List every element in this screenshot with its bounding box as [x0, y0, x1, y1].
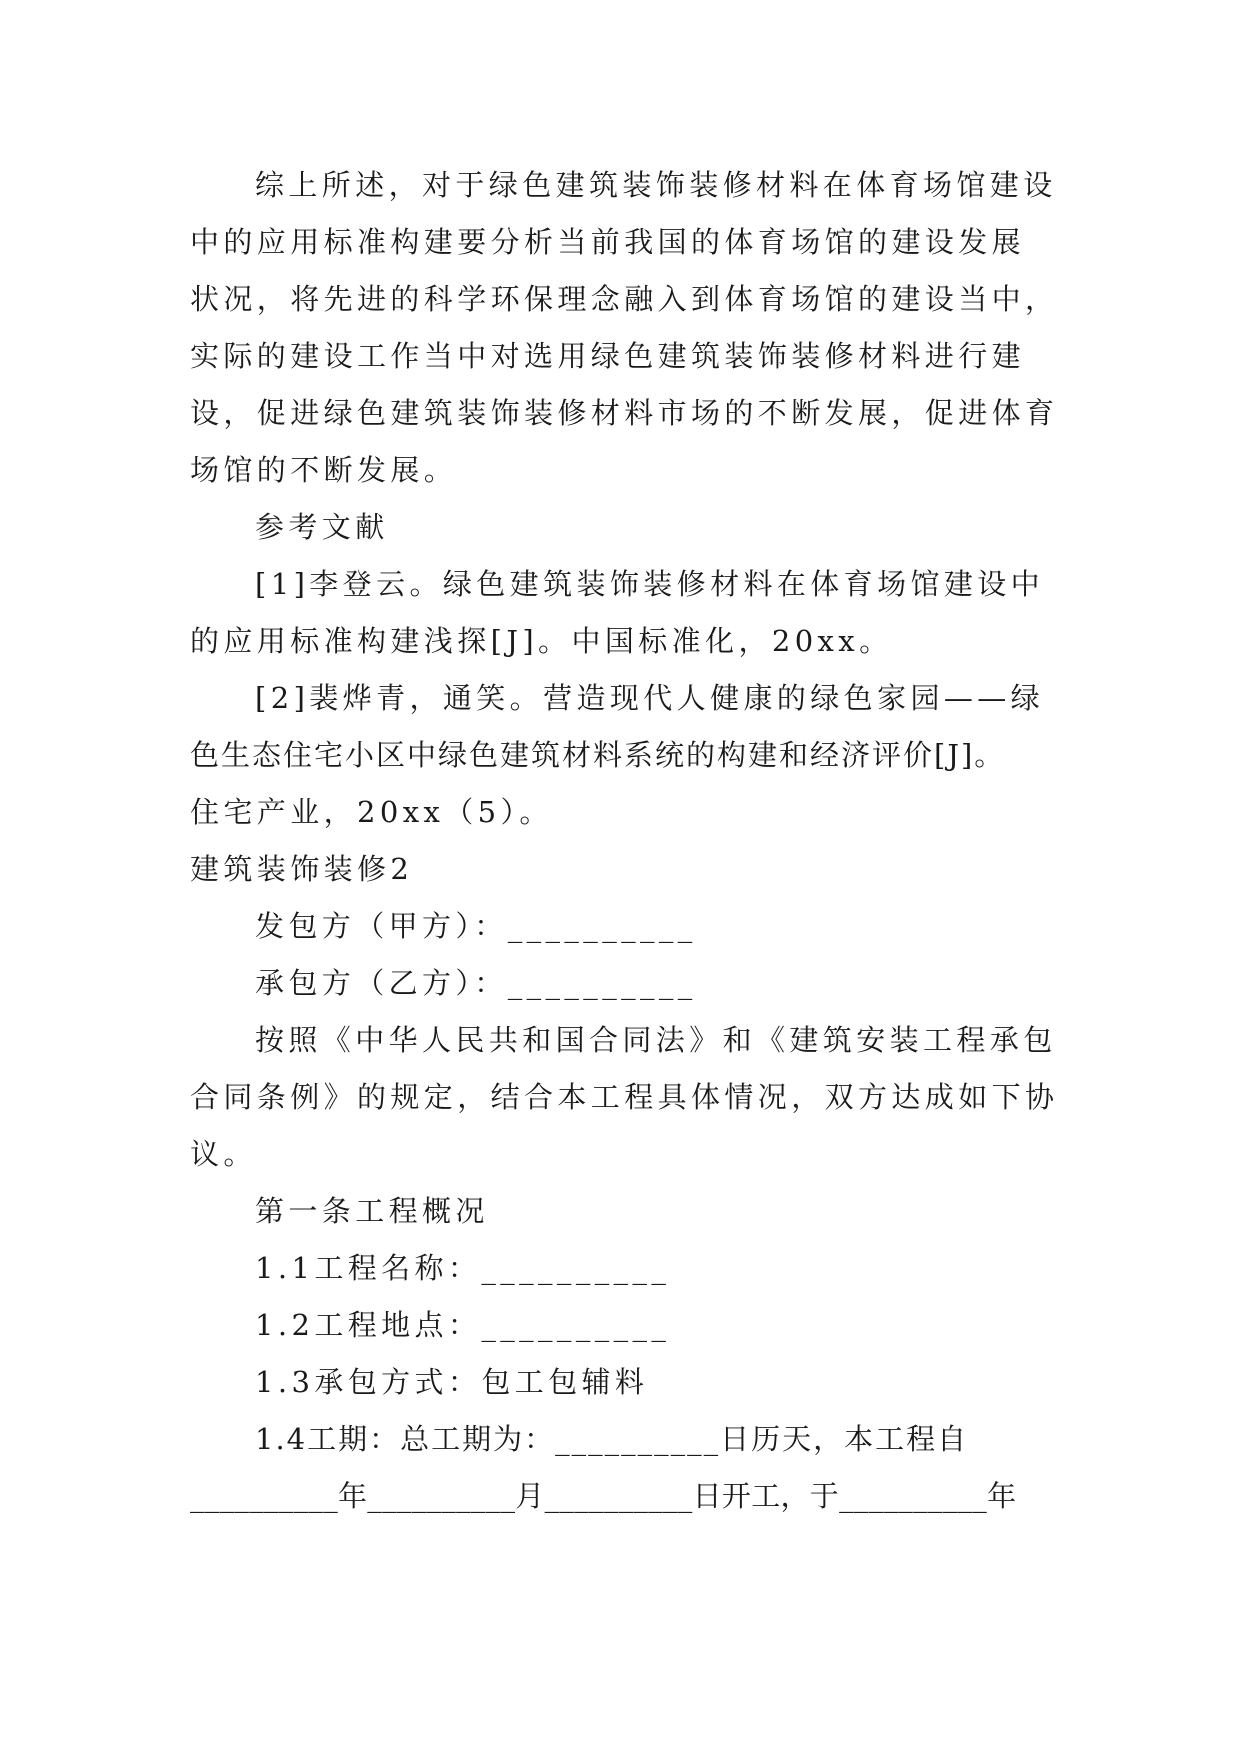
paragraph-line: 中的应用标准构建要分析当前我国的体育场馆的建设发展: [190, 225, 1026, 259]
clause-line: 1.4工期：总工期为：__________日历天，本工程自: [255, 1422, 969, 1456]
clause-line: __________年__________月__________日开工，于__________年: [190, 1479, 1017, 1513]
clause-line: 1.3承包方式：包工包辅料: [255, 1365, 649, 1399]
reference-line: 色生态住宅小区中绿色建筑材料系统的构建和经济评价[J]。: [190, 738, 1006, 772]
references-heading: 参考文献: [255, 510, 389, 544]
reference-line: 的应用标准构建浅探[J]。中国标准化，20xx。: [190, 624, 893, 658]
clause-line: 1.2工程地点：__________: [255, 1308, 671, 1342]
paragraph-line: 实际的建设工作当中对选用绿色建筑装饰装修材料进行建: [190, 339, 1026, 373]
paragraph-line: 场馆的不断发展。: [190, 453, 458, 487]
paragraph-line: 议。: [190, 1137, 257, 1171]
paragraph-line: 状况，将先进的科学环保理念融入到体育场馆的建设当中，: [190, 282, 1059, 316]
party-b-line: 承包方（乙方）：__________: [255, 966, 697, 1000]
party-a-line: 发包方（甲方）：__________: [255, 909, 697, 943]
clause-line: 1.1工程名称：__________: [255, 1251, 671, 1285]
paragraph-line: 设，促进绿色建筑装饰装修材料市场的不断发展，促进体育: [190, 396, 1059, 430]
reference-line: [1]李登云。绿色建筑装饰装修材料在体育场馆建设中: [255, 567, 1045, 601]
paragraph-line: 按照《中华人民共和国合同法》和《建筑安装工程承包: [255, 1023, 1057, 1057]
reference-line: [2]裴烨青，通笑。营造现代人健康的绿色家园——绿: [255, 681, 1045, 715]
article-heading: 第一条工程概况: [255, 1194, 489, 1228]
paragraph-line: 综上所述，对于绿色建筑装饰装修材料在体育场馆建设: [255, 168, 1057, 202]
paragraph-line: 合同条例》的规定，结合本工程具体情况，双方达成如下协: [190, 1080, 1059, 1114]
reference-line: 住宅产业，20xx（5）。: [190, 795, 553, 829]
section-title: 建筑装饰装修2: [190, 852, 414, 886]
